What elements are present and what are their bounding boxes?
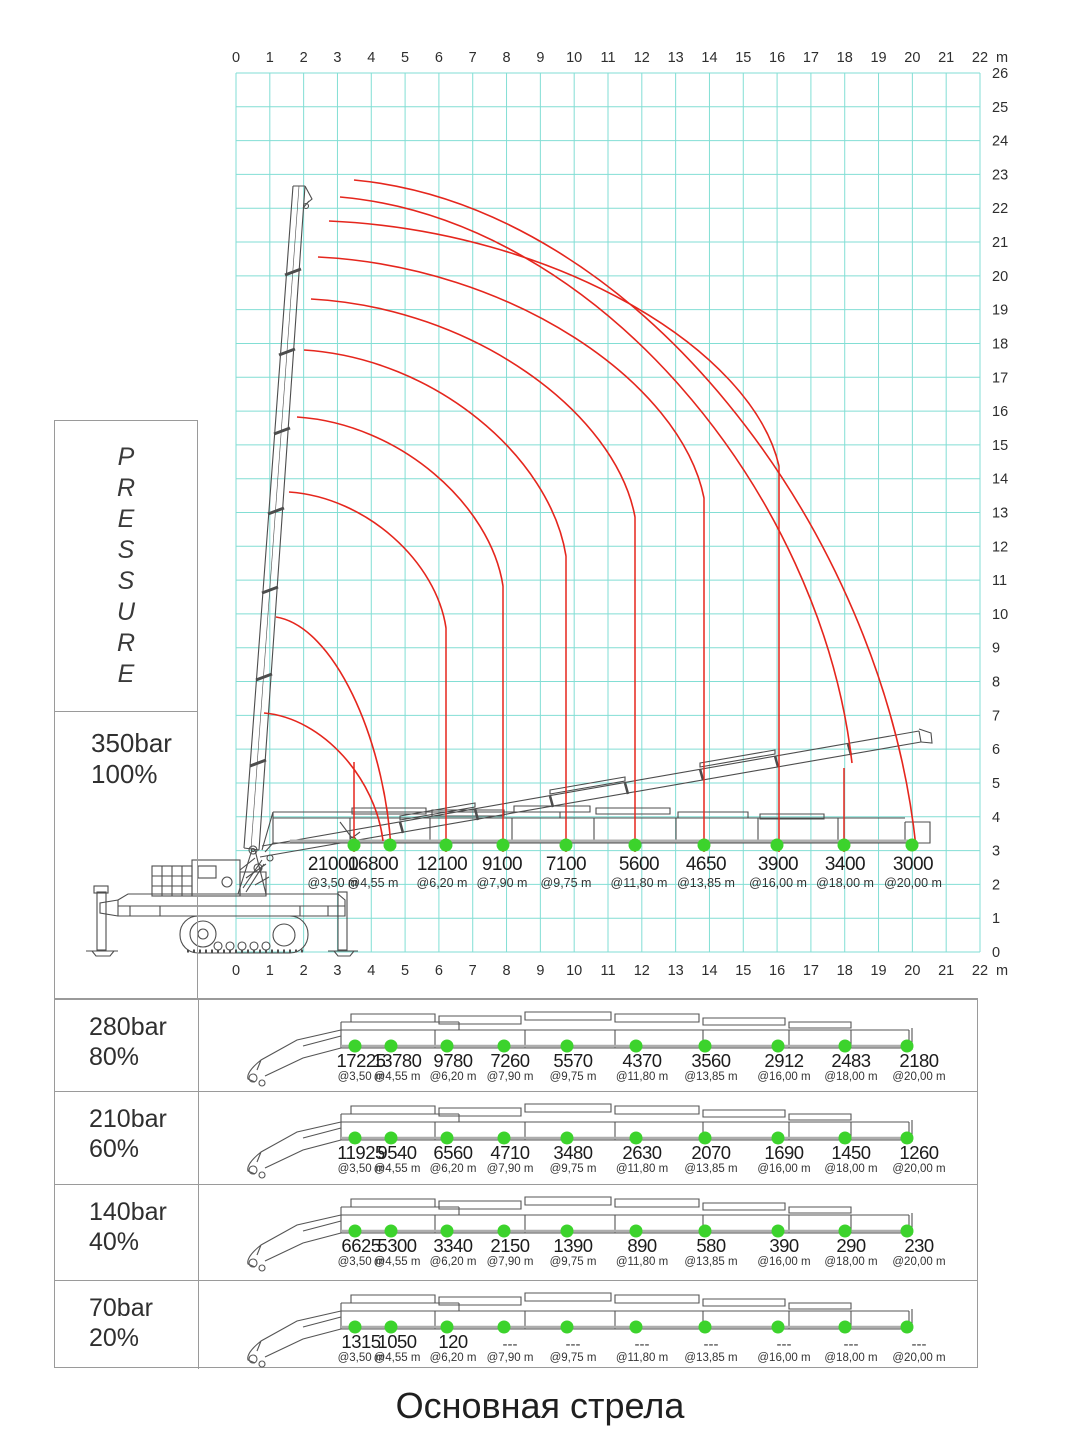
right-axis-tick: 19 bbox=[992, 302, 1009, 319]
outrigger-right bbox=[328, 892, 358, 956]
envelope-arc bbox=[304, 350, 566, 556]
load-value: 4370 bbox=[622, 1050, 662, 1071]
load-point-marker bbox=[497, 839, 510, 852]
load-value: 1050 bbox=[377, 1331, 417, 1352]
pressure-axis-label bbox=[54, 420, 198, 712]
load-distance: @3,50 m bbox=[337, 1256, 385, 1268]
boom-drawing-cell bbox=[199, 1281, 977, 1369]
load-value: 2483 bbox=[831, 1050, 871, 1071]
load-value: 1390 bbox=[553, 1235, 593, 1256]
load-point-marker bbox=[384, 839, 397, 852]
pressure-value: 140bar bbox=[89, 1198, 167, 1226]
load-distance: @6,20 m bbox=[429, 1163, 477, 1175]
load-value: 120 bbox=[438, 1331, 468, 1352]
top-axis-unit: m bbox=[996, 50, 1009, 66]
load-value: 17225 bbox=[336, 1050, 386, 1071]
right-axis-tick: 3 bbox=[992, 843, 1001, 860]
load-distance: @6,20 m bbox=[429, 1256, 477, 1268]
bottom-axis-tick: 0 bbox=[231, 963, 241, 979]
pressure-percent: 40% bbox=[89, 1228, 140, 1256]
load-value: 1260 bbox=[899, 1142, 939, 1163]
load-distance: @11,80 m bbox=[615, 1163, 669, 1175]
load-value: 3400 bbox=[824, 854, 866, 875]
top-axis-tick: 19 bbox=[870, 50, 887, 66]
load-distance: @9,75 m bbox=[549, 1071, 597, 1083]
top-axis-tick: 8 bbox=[502, 50, 511, 66]
top-axis-tick: 13 bbox=[667, 50, 684, 66]
bottom-axis-tick: 5 bbox=[401, 963, 410, 979]
load-distance: @16,00 m bbox=[757, 1071, 811, 1083]
load-value: --- bbox=[634, 1336, 650, 1353]
right-axis-tick: 10 bbox=[992, 606, 1009, 623]
bottom-axis-tick: 7 bbox=[468, 963, 477, 979]
load-distance: @4,55 m bbox=[373, 1352, 421, 1364]
pressure-row-210bar bbox=[55, 1091, 977, 1184]
bottom-axis-tick: 9 bbox=[536, 963, 545, 979]
chart-grid bbox=[236, 73, 980, 952]
load-value: 13780 bbox=[372, 1050, 422, 1071]
load-value: 1690 bbox=[764, 1142, 804, 1163]
load-value: 580 bbox=[696, 1235, 726, 1256]
load-point-marker bbox=[771, 839, 784, 852]
top-axis-tick: 12 bbox=[633, 50, 650, 66]
load-distance: @4,55 m bbox=[373, 1071, 421, 1083]
load-value: 1315 bbox=[341, 1331, 381, 1352]
load-distance: @6,20 m bbox=[416, 876, 468, 890]
right-axis-tick: 20 bbox=[992, 268, 1009, 285]
load-distance: @4,55 m bbox=[347, 876, 399, 890]
bottom-axis-tick: 1 bbox=[265, 963, 274, 979]
load-distance: @9,75 m bbox=[549, 1163, 597, 1175]
right-axis-tick: 0 bbox=[992, 945, 1001, 962]
bottom-axis-tick: 15 bbox=[735, 963, 752, 979]
load-value: 6625 bbox=[341, 1235, 381, 1256]
load-value: 3000 bbox=[892, 854, 934, 875]
load-value: 6560 bbox=[433, 1142, 473, 1163]
bottom-axis-unit: m bbox=[996, 963, 1009, 979]
pressure-level-350bar bbox=[54, 712, 198, 998]
load-distance: @16,00 m bbox=[757, 1256, 811, 1268]
load-distance: @9,75 m bbox=[549, 1256, 597, 1268]
load-value: --- bbox=[703, 1336, 719, 1353]
load-distance: @3,50 m bbox=[337, 1071, 385, 1083]
chart-title: Основная стрела bbox=[395, 1385, 685, 1426]
load-point-marker bbox=[440, 839, 453, 852]
load-distance: @20,00 m bbox=[892, 1352, 946, 1364]
pressure-row-label bbox=[55, 1185, 199, 1280]
load-point-marker bbox=[901, 1321, 914, 1334]
load-distance: @3,50 m bbox=[337, 1352, 385, 1364]
load-value: 3340 bbox=[433, 1235, 473, 1256]
top-axis-tick: 17 bbox=[802, 50, 819, 66]
pressure-row-label bbox=[55, 1000, 199, 1091]
load-distance: @4,55 m bbox=[373, 1163, 421, 1175]
load-value: 5570 bbox=[553, 1050, 593, 1071]
load-point-marker bbox=[560, 839, 573, 852]
load-value: --- bbox=[843, 1336, 859, 1353]
right-axis-tick: 25 bbox=[992, 99, 1009, 116]
pressure-letter: P bbox=[117, 443, 135, 471]
pressure-letter: E bbox=[117, 505, 135, 533]
top-axis-tick: 22 bbox=[971, 50, 989, 66]
top-axis-tick: 16 bbox=[769, 50, 786, 66]
pressure-value: 280bar bbox=[89, 1013, 167, 1041]
load-point-marker bbox=[772, 1321, 785, 1334]
bottom-axis-tick: 12 bbox=[633, 963, 650, 979]
load-value: 2630 bbox=[622, 1142, 662, 1163]
pressure-percent: 20% bbox=[89, 1324, 140, 1352]
load-distance: @20,00 m bbox=[892, 1256, 946, 1268]
bottom-axis-tick: 11 bbox=[600, 963, 616, 979]
load-value: 16800 bbox=[347, 854, 399, 875]
pressure-row-label bbox=[55, 1092, 199, 1184]
load-distance: @13,85 m bbox=[684, 1163, 738, 1175]
load-point-marker bbox=[838, 839, 851, 852]
top-axis-tick: 15 bbox=[735, 50, 752, 66]
envelope-arc bbox=[276, 617, 391, 848]
pressure-letter: E bbox=[117, 660, 135, 688]
pressure-row-label bbox=[55, 1281, 199, 1369]
bottom-axis-tick: 20 bbox=[904, 963, 921, 979]
pressure-percent: 60% bbox=[89, 1135, 140, 1163]
load-distance: @18,00 m bbox=[824, 1163, 878, 1175]
pressure-value: 210bar bbox=[89, 1105, 167, 1133]
load-value: 3560 bbox=[691, 1050, 731, 1071]
right-axis-tick: 1 bbox=[992, 911, 1001, 928]
bottom-axis-tick: 4 bbox=[367, 963, 376, 979]
right-axis-tick: 11 bbox=[992, 573, 1008, 590]
pressure-rows-table bbox=[54, 998, 978, 1368]
load-distance: @18,00 m bbox=[824, 1256, 878, 1268]
boom-drawing-cell bbox=[199, 1000, 977, 1091]
load-value: 9540 bbox=[377, 1142, 417, 1163]
load-distance: @16,00 m bbox=[757, 1163, 811, 1175]
load-distance: @11,80 m bbox=[615, 1352, 669, 1364]
load-distance: @7,90 m bbox=[486, 1163, 534, 1175]
load-point-marker bbox=[561, 1321, 574, 1334]
load-value: 2180 bbox=[899, 1050, 939, 1071]
pressure-letter: S bbox=[117, 536, 135, 564]
load-value: 7260 bbox=[490, 1050, 530, 1071]
right-axis-tick: 21 bbox=[992, 235, 1009, 252]
pressure-letter: U bbox=[116, 598, 136, 626]
right-axis-tick: 22 bbox=[992, 201, 1009, 218]
pressure-row-280bar bbox=[55, 999, 977, 1091]
pressure-value: 350bar bbox=[91, 728, 172, 758]
load-value: 4710 bbox=[490, 1142, 530, 1163]
top-axis-tick: 18 bbox=[836, 50, 853, 66]
right-axis-tick: 14 bbox=[992, 471, 1009, 488]
load-value: 3900 bbox=[757, 854, 799, 875]
load-point-marker bbox=[906, 839, 919, 852]
load-value: 5300 bbox=[377, 1235, 417, 1256]
bottom-axis-tick: 3 bbox=[333, 963, 342, 979]
right-axis-tick: 12 bbox=[992, 539, 1009, 556]
load-distance: @20,00 m bbox=[892, 1071, 946, 1083]
bottom-axis-tick: 18 bbox=[836, 963, 853, 979]
bottom-axis-tick: 10 bbox=[566, 963, 583, 979]
load-distance: @11,80 m bbox=[615, 1071, 669, 1083]
load-point-marker bbox=[348, 839, 361, 852]
boom-drawing-cell bbox=[199, 1092, 977, 1184]
top-axis-tick: 6 bbox=[434, 50, 443, 66]
top-axis-tick: 10 bbox=[566, 50, 583, 66]
load-value: 3480 bbox=[553, 1142, 593, 1163]
right-axis-tick: 5 bbox=[992, 775, 1001, 792]
right-axis-tick: 15 bbox=[992, 437, 1009, 454]
pressure-percent: 100% bbox=[91, 759, 158, 789]
load-point-marker bbox=[629, 839, 642, 852]
load-distance: @13,85 m bbox=[677, 876, 735, 890]
load-distance: @18,00 m bbox=[824, 1071, 878, 1083]
right-axis-tick: 26 bbox=[992, 66, 1009, 82]
load-value: 12100 bbox=[416, 854, 468, 875]
load-distance: @16,00 m bbox=[757, 1352, 811, 1364]
load-distance: @13,85 m bbox=[684, 1071, 738, 1083]
load-distance: @9,75 m bbox=[540, 876, 592, 890]
pressure-value: 70bar bbox=[89, 1294, 153, 1322]
load-distance: @11,80 m bbox=[615, 1256, 669, 1268]
load-value: 9780 bbox=[433, 1050, 473, 1071]
load-distance: @6,20 m bbox=[429, 1352, 477, 1364]
raised-boom bbox=[244, 186, 312, 850]
load-value: 5600 bbox=[618, 854, 660, 875]
top-axis-tick: 3 bbox=[333, 50, 342, 66]
right-axis-tick: 17 bbox=[992, 370, 1009, 387]
right-axis-tick: 16 bbox=[992, 404, 1009, 421]
load-value: 9100 bbox=[481, 854, 523, 875]
right-axis-tick: 4 bbox=[992, 809, 1001, 826]
top-axis-tick: 4 bbox=[367, 50, 376, 66]
load-distance: @18,00 m bbox=[824, 1352, 878, 1364]
right-axis-tick: 8 bbox=[992, 674, 1001, 691]
load-distance: @6,20 m bbox=[429, 1071, 477, 1083]
load-value: 21000 bbox=[307, 854, 359, 875]
load-distance: @7,90 m bbox=[486, 1071, 534, 1083]
load-distance: @3,50 m bbox=[337, 1163, 385, 1175]
envelope-arc bbox=[340, 197, 852, 763]
load-value: 230 bbox=[904, 1235, 934, 1256]
bottom-axis-tick: 19 bbox=[870, 963, 887, 979]
load-distance: @13,85 m bbox=[684, 1256, 738, 1268]
bottom-axis-tick: 16 bbox=[769, 963, 786, 979]
top-axis-tick: 5 bbox=[401, 50, 410, 66]
top-axis-tick: 11 bbox=[600, 50, 616, 66]
right-axis-tick: 23 bbox=[992, 167, 1009, 184]
load-distance: @4,55 m bbox=[373, 1256, 421, 1268]
load-distance: @13,85 m bbox=[684, 1352, 738, 1364]
pressure-percent: 80% bbox=[89, 1043, 140, 1071]
top-axis-tick: 21 bbox=[938, 50, 955, 66]
pressure-row-140bar bbox=[55, 1184, 977, 1280]
right-axis-tick: 9 bbox=[992, 640, 1001, 657]
bottom-axis-tick: 21 bbox=[938, 963, 955, 979]
top-axis-tick: 1 bbox=[265, 50, 274, 66]
load-distance: @7,90 m bbox=[486, 1256, 534, 1268]
right-axis-tick: 13 bbox=[992, 505, 1009, 522]
load-value: 290 bbox=[836, 1235, 866, 1256]
load-point-marker bbox=[839, 1321, 852, 1334]
top-axis-tick: 7 bbox=[468, 50, 477, 66]
right-axis-tick: 24 bbox=[992, 133, 1009, 150]
top-axis-tick: 9 bbox=[536, 50, 545, 66]
load-value: 2150 bbox=[490, 1235, 530, 1256]
load-distance: @20,00 m bbox=[892, 1163, 946, 1175]
load-distance: @20,00 m bbox=[884, 876, 942, 890]
top-axis-tick: 2 bbox=[299, 50, 308, 66]
load-distance: @7,90 m bbox=[476, 876, 528, 890]
load-distance: @3,50 m bbox=[307, 876, 359, 890]
bottom-axis-tick: 2 bbox=[299, 963, 308, 979]
envelope-arc bbox=[264, 713, 383, 841]
load-point-marker bbox=[699, 1321, 712, 1334]
right-axis-tick: 7 bbox=[992, 708, 1001, 725]
bottom-axis-tick: 8 bbox=[502, 963, 511, 979]
load-value: 390 bbox=[769, 1235, 799, 1256]
load-distance: @9,75 m bbox=[549, 1352, 597, 1364]
pressure-letter: S bbox=[117, 567, 135, 595]
boom-drawing-cell bbox=[199, 1185, 977, 1280]
right-axis-tick: 6 bbox=[992, 742, 1001, 759]
load-value: 2912 bbox=[764, 1050, 804, 1071]
top-axis-tick: 20 bbox=[904, 50, 921, 66]
crane-side-view bbox=[86, 186, 932, 956]
bottom-axis-tick: 14 bbox=[701, 963, 718, 979]
bottom-axis-tick: 13 bbox=[667, 963, 684, 979]
inclined-boom bbox=[260, 729, 932, 857]
load-value: --- bbox=[502, 1336, 518, 1353]
right-axis-tick: 2 bbox=[992, 877, 1001, 894]
pressure-letter: R bbox=[116, 629, 136, 657]
load-distance: @18,00 m bbox=[816, 876, 874, 890]
load-envelope-arcs bbox=[264, 180, 916, 852]
load-value: --- bbox=[565, 1336, 581, 1353]
load-point-marker bbox=[698, 839, 711, 852]
bottom-axis-tick: 22 bbox=[971, 963, 989, 979]
load-distance: @16,00 m bbox=[749, 876, 807, 890]
envelope-arc bbox=[297, 417, 503, 586]
bottom-axis-tick: 6 bbox=[434, 963, 443, 979]
load-value: 1450 bbox=[831, 1142, 871, 1163]
load-point-marker bbox=[498, 1321, 511, 1334]
load-value: 11925 bbox=[337, 1142, 385, 1163]
load-value: 890 bbox=[627, 1235, 657, 1256]
load-distance: @7,90 m bbox=[486, 1352, 534, 1364]
load-value: --- bbox=[776, 1336, 792, 1353]
load-value: 4650 bbox=[685, 854, 727, 875]
load-point-marker bbox=[630, 1321, 643, 1334]
right-axis-tick: 18 bbox=[992, 336, 1009, 353]
top-axis-tick: 0 bbox=[231, 50, 241, 66]
bottom-axis-tick: 17 bbox=[802, 963, 819, 979]
load-value: --- bbox=[911, 1336, 927, 1353]
load-value: 2070 bbox=[691, 1142, 731, 1163]
pressure-letter: R bbox=[116, 474, 136, 502]
top-axis-tick: 14 bbox=[701, 50, 718, 66]
load-distance: @11,80 m bbox=[610, 876, 668, 890]
pressure-row-70bar bbox=[55, 1280, 977, 1369]
load-value: 7100 bbox=[545, 854, 587, 875]
